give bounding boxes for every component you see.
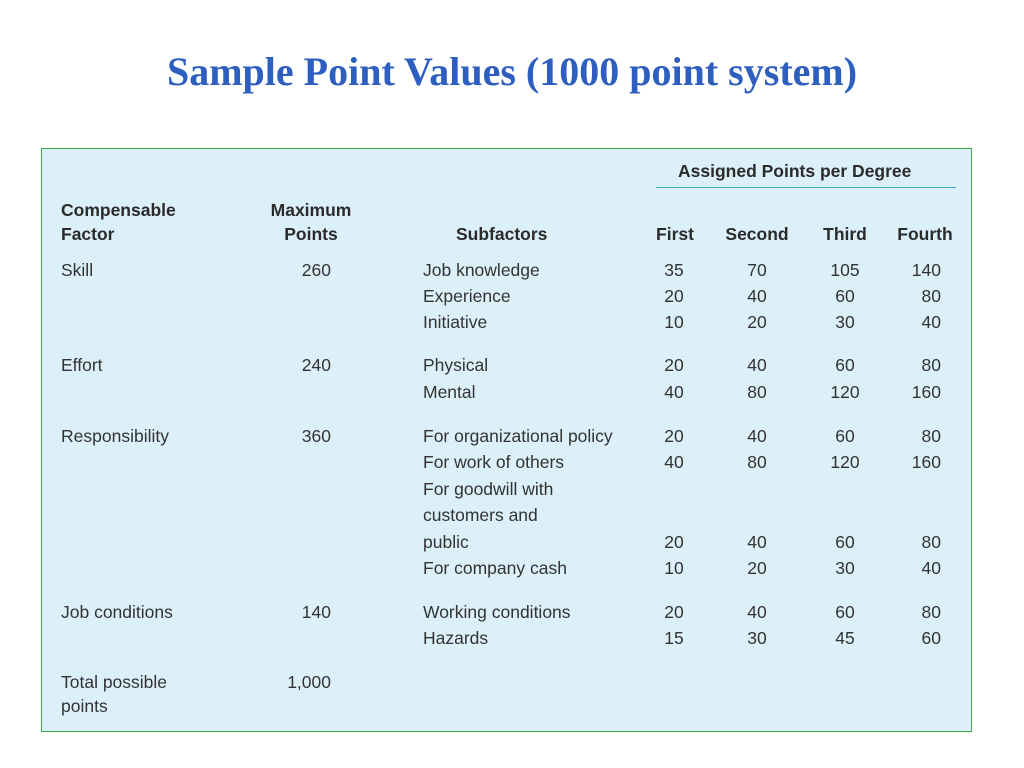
- degree-second: 80: [747, 382, 767, 402]
- degree-second: 70: [747, 260, 767, 280]
- total-label-line2: points: [61, 696, 108, 716]
- degree-third: 30: [835, 312, 855, 332]
- degree-fourth: 40: [921, 558, 941, 578]
- degree-third: 60: [835, 286, 855, 306]
- subfactor-name-line: public: [423, 532, 469, 552]
- degree-third: 105: [830, 260, 860, 280]
- degree-second: 40: [747, 286, 767, 306]
- point-values-table: [41, 148, 972, 732]
- degree-second: 80: [747, 452, 767, 472]
- degree-second: 30: [747, 628, 767, 648]
- degree-first: 20: [664, 355, 684, 375]
- degree-third: 45: [835, 628, 855, 648]
- subfactor-name: Job knowledge: [423, 260, 540, 280]
- factor-max-points: 360: [301, 426, 331, 446]
- degree-second: 20: [747, 558, 767, 578]
- header-fourth: Fourth: [897, 224, 953, 244]
- header-subfactors: Subfactors: [456, 224, 548, 244]
- degree-fourth: 140: [911, 260, 941, 280]
- subfactor-name: Physical: [423, 355, 489, 375]
- factor-name: Skill: [61, 260, 94, 280]
- degree-second: 40: [747, 426, 767, 446]
- degree-third: 60: [835, 532, 855, 552]
- slide-title: Sample Point Values (1000 point system): [166, 49, 858, 94]
- degree-fourth: 160: [911, 382, 941, 402]
- header-max-line2: Points: [284, 224, 338, 244]
- header-max-line1: Maximum: [270, 200, 352, 220]
- subfactor-name: For organizational policy: [423, 426, 613, 446]
- total-label-line1: Total possible: [61, 672, 168, 692]
- degree-fourth: 80: [921, 602, 941, 622]
- header-third: Third: [823, 224, 867, 244]
- degree-first: 20: [664, 286, 684, 306]
- degree-group-rule: [656, 187, 956, 188]
- degree-fourth: 160: [911, 452, 941, 472]
- factor-max-points: 240: [301, 355, 331, 375]
- degree-fourth: 80: [921, 286, 941, 306]
- degree-third: 60: [835, 355, 855, 375]
- total-value: 1,000: [287, 672, 331, 692]
- degree-fourth: 80: [921, 426, 941, 446]
- degree-first: 35: [664, 260, 684, 280]
- subfactor-name-line: For goodwill with: [423, 479, 554, 499]
- degree-fourth: 60: [921, 628, 941, 648]
- degree-first: 40: [664, 452, 684, 472]
- subfactor-name: For work of others: [423, 452, 565, 472]
- degree-first: 20: [664, 602, 684, 622]
- factor-name: Responsibility: [61, 426, 169, 446]
- subfactor-name: Working conditions: [423, 602, 571, 622]
- degree-first: 40: [664, 382, 684, 402]
- subfactor-name: Mental: [423, 382, 476, 402]
- header-factor-line2: Factor: [61, 224, 115, 244]
- factor-name: Effort: [61, 355, 103, 375]
- degree-third: 60: [835, 426, 855, 446]
- degree-third: 120: [830, 382, 860, 402]
- factor-max-points: 260: [301, 260, 331, 280]
- degree-first: 20: [664, 532, 684, 552]
- degree-first: 10: [664, 558, 684, 578]
- degree-third: 120: [830, 452, 860, 472]
- degree-group-header: Assigned Points per Degree: [678, 161, 912, 181]
- degree-second: 40: [747, 355, 767, 375]
- degree-fourth: 80: [921, 355, 941, 375]
- degree-third: 30: [835, 558, 855, 578]
- subfactor-name: Initiative: [423, 312, 488, 332]
- header-second: Second: [725, 224, 789, 244]
- subfactor-name-line: customers and: [423, 505, 538, 525]
- subfactor-name: Hazards: [423, 628, 489, 648]
- degree-second: 20: [747, 312, 767, 332]
- degree-second: 40: [747, 532, 767, 552]
- degree-first: 15: [664, 628, 684, 648]
- degree-fourth: 40: [921, 312, 941, 332]
- header-first: First: [656, 224, 694, 244]
- degree-fourth: 80: [921, 532, 941, 552]
- degree-second: 40: [747, 602, 767, 622]
- factor-name: Job conditions: [61, 602, 173, 622]
- factor-max-points: 140: [301, 602, 331, 622]
- header-factor-line1: Compensable: [61, 200, 176, 220]
- degree-first: 20: [664, 426, 684, 446]
- subfactor-name: For company cash: [423, 558, 567, 578]
- degree-third: 60: [835, 602, 855, 622]
- subfactor-name: Experience: [423, 286, 511, 306]
- degree-first: 10: [664, 312, 684, 332]
